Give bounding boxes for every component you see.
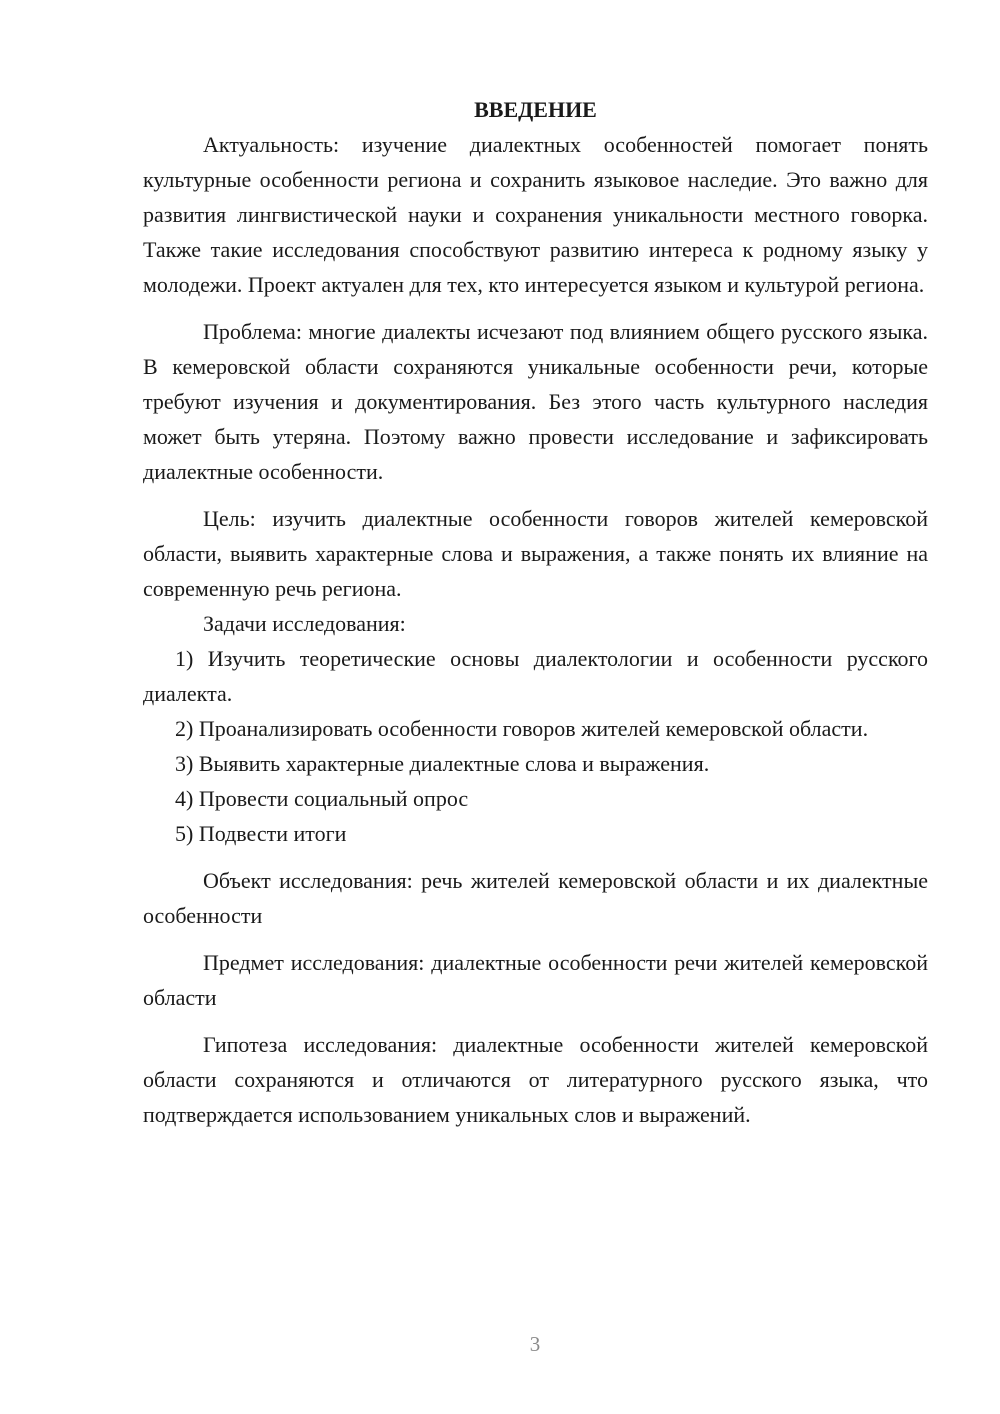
page-title: ВВЕДЕНИЕ <box>474 97 597 122</box>
task-item-2: 2) Проанализировать особенности говоров жителей кемеровской области. <box>175 716 869 741</box>
task-item-4: 4) Провести социальный опрос <box>175 786 469 811</box>
object-paragraph: Объект исследования: речь жителей кемеровской области и их диалектные особенности <box>143 868 928 928</box>
page-number: 3 <box>529 1332 541 1356</box>
tasks-heading: Задачи исследования: <box>203 611 406 636</box>
relevance-paragraph: Актуальность: изучение диалектных особенностей помогает понять культурные особенности региона и сохранить языковое наследие. Это важно для развития лингвистической науки и сохранения уникальности местного говорка. Также такие исследования способствуют развитию интереса к родному языку у молодежи. Проект актуален для тех, кто интересуется языком и культурой региона. <box>143 132 928 297</box>
problem-paragraph: Проблема: многие диалекты исчезают под влиянием общего русского языка. В кемеровской области сохраняются уникальные особенности речи, которые требуют изучения и документирования. Без этого часть культурного наследия может быть утеряна. Поэтому важно провести исследование и зафиксировать диалектные особенности. <box>143 319 928 484</box>
task-item-1: 1) Изучить теоретические основы диалектологии и особенности русского диалекта. <box>143 646 928 706</box>
task-item-5: 5) Подвести итоги <box>175 821 347 846</box>
document-page <box>143 92 928 1132</box>
goal-paragraph: Цель: изучить диалектные особенности говоров жителей кемеровской области, выявить характерные слова и выражения, а также понять их влияние на современную речь региона. <box>143 506 928 601</box>
subject-paragraph: Предмет исследования: диалектные особенности речи жителей кемеровской области <box>143 950 928 1010</box>
task-item-3: 3) Выявить характерные диалектные слова и выражения. <box>175 751 710 776</box>
hypothesis-paragraph: Гипотеза исследования: диалектные особенности жителей кемеровской области сохраняются и отличаются от литературного русского языка, что подтверждается использованием уникальных слов и выражений. <box>143 1032 928 1127</box>
